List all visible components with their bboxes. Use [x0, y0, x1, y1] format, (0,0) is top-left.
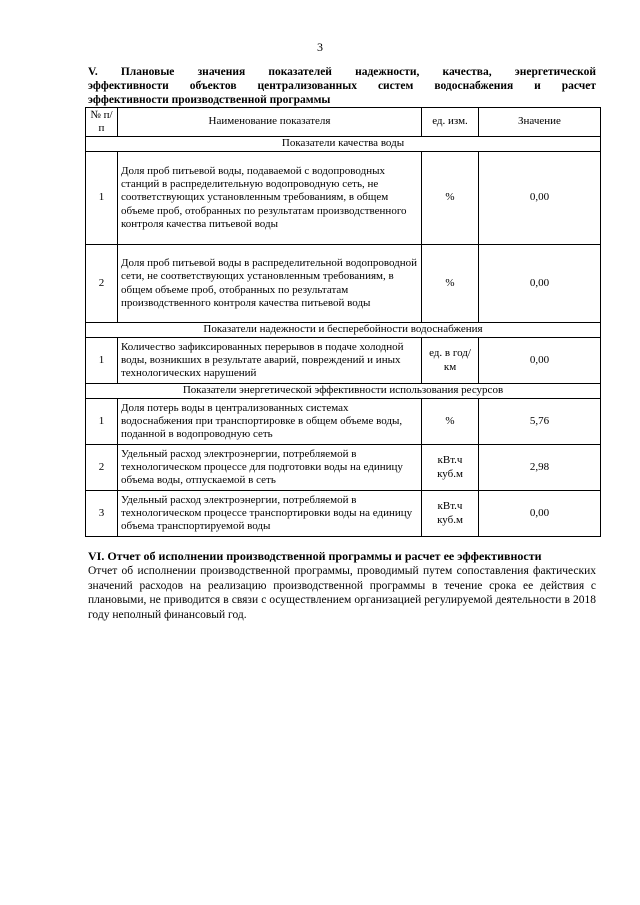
row-unit: %	[422, 399, 479, 445]
group-title: Показатели надежности и бесперебойности водоснабжения	[86, 323, 601, 338]
row-num: 1	[86, 152, 118, 245]
table-header-row	[86, 108, 601, 137]
header-name: Наименование показателя	[118, 108, 422, 137]
row-name: Удельный расход электроэнергии, потребляемой в технологическом процессе транспортировки воды на единицу объема транспортируемой воды	[118, 491, 422, 537]
row-unit: %	[422, 152, 479, 245]
row-value: 0,00	[479, 152, 601, 245]
section-v-heading-line: V. Плановые значения показателей надежности, качества, энергетической	[88, 66, 596, 78]
section-v-heading-line: эффективности объектов централизованных систем водоснабжения и расчет	[88, 80, 596, 92]
row-unit: кВт.ч куб.м	[422, 445, 479, 491]
section-vi-heading: VI. Отчет об исполнении производственной программы и расчет ее эффективности	[88, 549, 542, 563]
row-num: 1	[86, 338, 118, 384]
row-num: 1	[86, 399, 118, 445]
section-v-heading-line: эффективности производственной программы	[88, 94, 331, 106]
row-unit: кВт.ч куб.м	[422, 491, 479, 537]
row-value: 0,00	[479, 491, 601, 537]
group-title: Показатели энергетической эффективности использования ресурсов	[86, 384, 601, 399]
row-value: 5,76	[479, 399, 601, 445]
section-v-heading	[88, 65, 596, 107]
row-unit: %	[422, 245, 479, 323]
row-value: 0,00	[479, 245, 601, 323]
row-value: 2,98	[479, 445, 601, 491]
group-row-quality	[86, 137, 601, 152]
row-name: Удельный расход электроэнергии, потребляемой в технологическом процессе для подготовки воды на единицу объема воды, отпускаемой в сеть	[118, 445, 422, 491]
row-num: 2	[86, 445, 118, 491]
table-row	[86, 491, 601, 537]
table-row	[86, 399, 601, 445]
table-row	[86, 338, 601, 384]
page-number: 3	[317, 40, 323, 54]
row-value: 0,00	[479, 338, 601, 384]
section-vi-body: Отчет об исполнении производственной программы, проводимый путем сопоставления фактических значений расходов на реализацию производственной программы в течение срока ее действия с плановыми, не приводится в связи с осуществлением организацией регулируемой деятельности в 2018 году неполный финансовый год.	[88, 565, 596, 621]
table-row	[86, 152, 601, 245]
group-row-reliability	[86, 323, 601, 338]
header-value: Значение	[479, 108, 601, 137]
table-row	[86, 445, 601, 491]
row-num: 3	[86, 491, 118, 537]
table-row	[86, 245, 601, 323]
group-row-energy	[86, 384, 601, 399]
row-name: Доля потерь воды в централизованных системах водоснабжения при транспортировке в общем объеме воды, поданной в водопроводную сеть	[118, 399, 422, 445]
group-title: Показатели качества воды	[86, 137, 601, 152]
header-num: № п/п	[86, 108, 118, 137]
header-unit: ед. изм.	[422, 108, 479, 137]
indicators-table	[85, 107, 601, 537]
row-name: Доля проб питьевой воды в распределительной водопроводной сети, не соответствующих установленным требованиям, в общем объеме проб, отобранных по результатам производственного контроля качества питьевой воды	[118, 245, 422, 323]
row-name: Количество зафиксированных перерывов в подаче холодной воды, возникших в результате аварий, повреждений и иных технологических нарушений	[118, 338, 422, 384]
row-name: Доля проб питьевой воды, подаваемой с водопроводных станций в распределительную водопроводную сеть, не соответствующих установленным требованиям, в общем объеме проб, отобранных по результатам производственного контроля качества питьевой воды	[118, 152, 422, 245]
row-num: 2	[86, 245, 118, 323]
row-unit: ед. в год/ км	[422, 338, 479, 384]
